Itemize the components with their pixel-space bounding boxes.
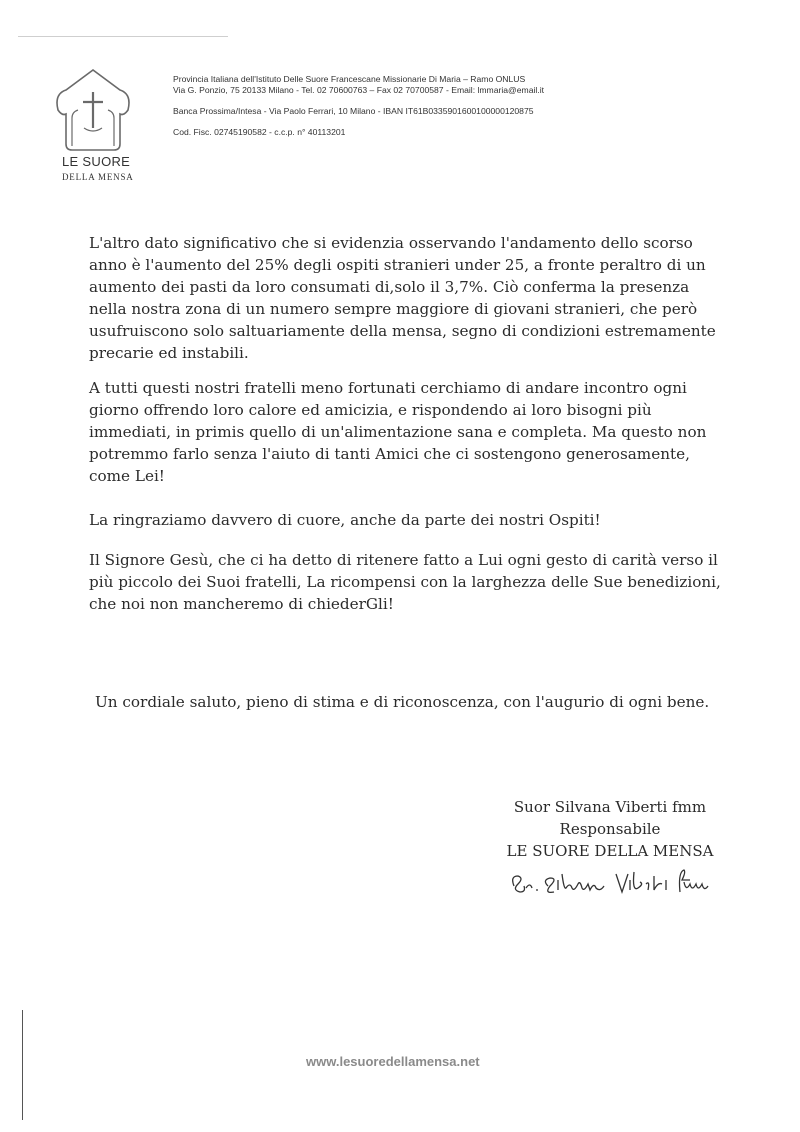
- logo-subtitle: DELLA MENSA: [62, 172, 134, 182]
- paragraph: La ringraziamo davvero di cuore, anche da parte dei nostri Ospiti!: [89, 511, 601, 529]
- handwritten-signature: [508, 862, 713, 906]
- paragraph: Il Signore Gesù, che ci ha detto di ritenere fatto a Lui ogni gesto di carità verso il più piccolo dei Suoi fratelli, La ricompensi con la larghezza delle Sue benedizioni, che noi non mancheremo di chiederGli!: [89, 551, 721, 613]
- signature-block: [500, 796, 720, 862]
- top-divider: [18, 36, 228, 37]
- house-cross-icon: [50, 66, 136, 152]
- signer-org: LE SUORE DELLA MENSA: [506, 842, 714, 860]
- letterhead-info: [173, 74, 643, 138]
- address-line: Via G. Ponzio, 75 20133 Milano - Tel. 02 70600763 – Fax 02 70700587 - Email: lmmaria@email.it: [173, 85, 544, 95]
- logo: [44, 66, 144, 196]
- signature-scribble-icon: [508, 862, 713, 902]
- paragraph: L'altro dato significativo che si evidenzia osservando l'andamento dello scorso anno è l'aumento del 25% degli ospiti stranieri under 25, a fronte peraltro di un aumento dei pasti da loro consumati di,solo il 3,7%. Ciò conferma la presenza nella nostra zona di un numero sempre maggiore di giovani stranieri, che però usufruiscono solo saltuariamente della mensa, segno di condizioni estremamente precarie ed instabili.: [89, 234, 716, 362]
- closing-greeting: Un cordiale saluto, pieno di stima e di riconoscenza, con l'augurio di ogni bene.: [95, 693, 710, 711]
- bank-line: Banca Prossima/Intesa - Via Paolo Ferrari, 10 Milano - IBAN IT61B0335901600100000120875: [173, 106, 534, 116]
- footer-website: www.lesuoredellamensa.net: [306, 1054, 480, 1069]
- paragraph: A tutti questi nostri fratelli meno fortunati cerchiamo di andare incontro ogni giorno offrendo loro calore ed amicizia, e rispondendo ai loro bisogni più immediati, in primis quello di un'alimentazione sana e completa. Ma questo non potremmo farlo senza l'aiuto di tanti Amici che ci sostengono generosamente, come Lei!: [89, 379, 707, 485]
- logo-name: LE SUORE: [62, 154, 131, 169]
- signer-role: Responsabile: [559, 820, 661, 838]
- tax-line: Cod. Fisc. 02745190582 - c.c.p. n° 40113201: [173, 127, 346, 137]
- margin-line: [22, 1010, 23, 1120]
- signer-name: Suor Silvana Viberti fmm: [513, 798, 707, 816]
- org-line: Provincia Italiana dell'Istituto Delle Suore Francescane Missionarie Di Maria – Ramo ONLUS: [173, 74, 526, 84]
